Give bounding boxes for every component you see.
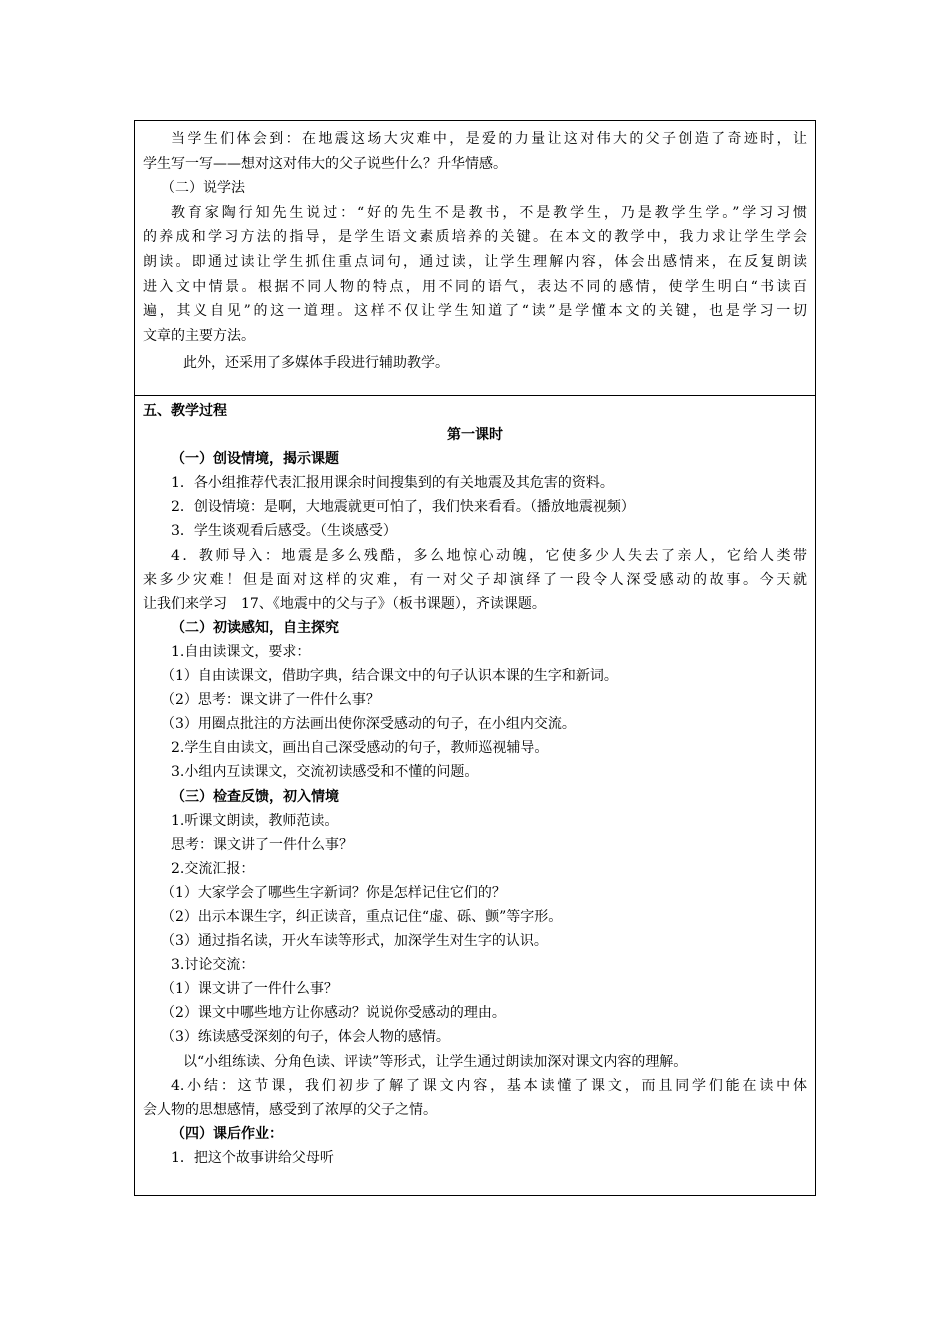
section-heading: 五、教学过程: [143, 403, 227, 419]
paragraph-line: （3）用圈点批注的方法画出使你深受感动的句子，在小组内交流。: [161, 716, 576, 733]
paragraph-line: （2）思考：课文讲了一件什么事？: [161, 692, 380, 709]
paragraph-line: （3）通过指名读，开火车读等形式，加深学生对生字的认识。: [161, 933, 548, 950]
paragraph-line: 4．教师导入：地震是多么残酷，多么地惊心动魄，它使多少人失去了亲人，它给人类带: [171, 547, 807, 564]
paragraph-line: （1）课文讲了一件什么事？: [161, 981, 338, 998]
paragraph-line: 2.交流汇报：: [171, 860, 255, 877]
paragraph-line: 文章的主要方法。: [143, 327, 255, 344]
paragraph-line: （2）出示本课生字，纠正读音，重点记住“虚、砾、颤”等字形。: [161, 908, 563, 925]
table-cell-teaching-process: [134, 395, 816, 1196]
lesson-title: 第一课时: [447, 427, 503, 444]
paragraph-line: 此外，还采用了多媒体手段进行辅助教学。: [183, 355, 449, 372]
paragraph-line: 1．各小组推荐代表汇报用课余时间搜集到的有关地震及其危害的资料。: [171, 475, 614, 492]
paragraph-line: 的养成和学习方法的指导，是学生语文素质培养的关键。在本文的教学中，我力求让学生学会: [143, 229, 807, 246]
subheading: （一）创设情境，揭示课题: [171, 451, 339, 468]
paragraph-line: 2．创设情境：是啊，大地震就更可怕了，我们快来看看。（播放地震视频）: [171, 499, 635, 516]
paragraph-line: 以“小组练读、分角色读、评读”等形式，让学生通过朗读加深对课文内容的理解。: [183, 1053, 688, 1070]
paragraph-line: 4.小结：这节课，我们初步了解了课文内容，基本读懂了课文，而且同学们能在读中体: [171, 1077, 807, 1094]
cell-content: [143, 399, 807, 1170]
cell-content: [143, 127, 807, 376]
paragraph-line: 学生写一写——想对这对伟大的父子说些什么？升华情感。: [143, 155, 507, 172]
paragraph-line: 让我们来学习 17、《地震中的父与子》（板书课题），齐读课题。: [143, 595, 546, 612]
subheading: （二）说学法: [161, 180, 245, 197]
paragraph-line: 2.学生自由读文，画出自己深受感动的句子，教师巡视辅导。: [171, 740, 549, 757]
paragraph-line: 会人物的思想感情，感受到了浓厚的父子之情。: [143, 1101, 437, 1118]
paragraph-line: 当学生们体会到：在地震这场大灾难中，是爱的力量让这对伟大的父子创造了奇迹时，让: [171, 131, 807, 147]
paragraph-line: （3）练读感受深刻的句子，体会人物的感情。: [161, 1029, 450, 1046]
subheading: （三）检查反馈，初入情境: [171, 788, 339, 805]
paragraph-line: 来多少灾难！但是面对这样的灾难，有一对父子却演绎了一段令人深受感动的故事。今天就: [143, 571, 807, 588]
paragraph-line: 遍，其义自见”的这一道理。这样不仅让学生知道了“读”是学懂本文的关键，也是学习一切: [143, 303, 807, 320]
paragraph-line: 1.听课文朗读，教师范读。: [171, 812, 339, 829]
subheading: （二）初读感知，自主探究: [171, 619, 339, 636]
paragraph-line: 3.讨论交流：: [171, 957, 255, 974]
paragraph-line: 3．学生谈观看后感受。（生谈感受）: [171, 523, 397, 540]
paragraph-line: （1）自由读课文，借助字典，结合课文中的句子认识本课的生字和新词。: [161, 668, 618, 685]
subheading: （四）课后作业：: [171, 1125, 283, 1142]
paragraph-line: 朗读。即通过读让学生抓住重点词句，通过读，让学生理解内容，体会出感情来，在反复朗读: [143, 253, 807, 270]
table-cell-teaching-method: [134, 120, 816, 396]
paragraph-line: 1．把这个故事讲给父母听: [171, 1149, 334, 1166]
paragraph-line: 3.小组内互读课文，交流初读感受和不懂的问题。: [171, 764, 479, 781]
paragraph-line: 教育家陶行知先生说过：“好的先生不是教书，不是教学生，乃是教学生学。”学习习惯: [171, 204, 807, 221]
paragraph-line: 1.自由读课文，要求：: [171, 643, 311, 660]
paragraph-line: （2）课文中哪些地方让你感动？说说你受感动的理由。: [161, 1005, 506, 1022]
paragraph-line: （1）大家学会了哪些生字新词？你是怎样记住它们的？: [161, 884, 506, 901]
paragraph-line: 思考：课文讲了一件什么事？: [171, 836, 353, 853]
paragraph-line: 进入文中情景。根据不同人物的特点，用不同的语气，表达不同的感情，使学生明白“书读百: [143, 278, 807, 295]
